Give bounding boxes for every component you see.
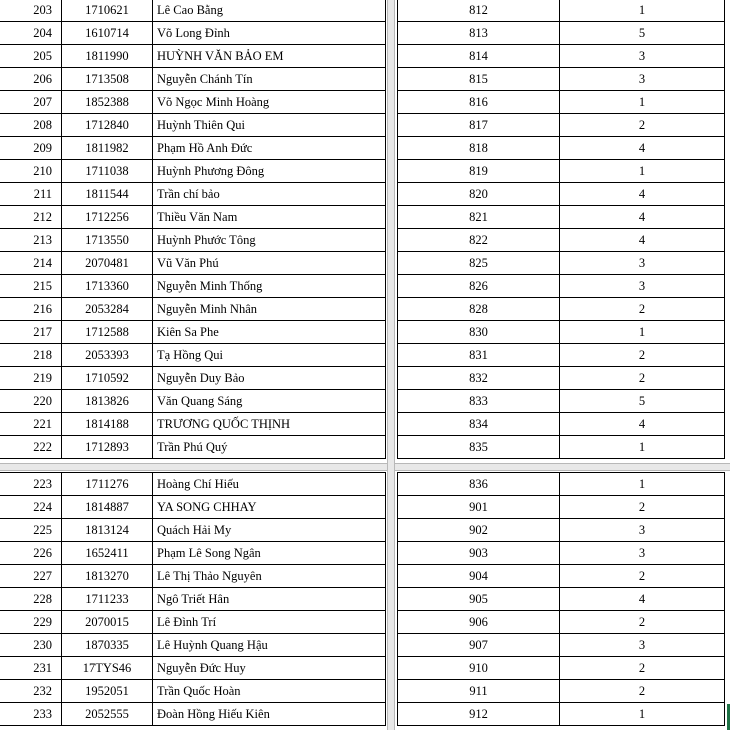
code-cell[interactable]: 907	[398, 634, 560, 657]
student-id-cell[interactable]: 1711276	[62, 473, 153, 496]
student-name-cell[interactable]: Ngô Triết Hân	[153, 588, 386, 611]
table-row	[0, 160, 386, 183]
count-cell[interactable]: 4	[560, 413, 725, 436]
row-number-cell[interactable]: 203	[0, 0, 62, 22]
code-cell[interactable]: 910	[398, 657, 560, 680]
count-cell[interactable]: 2	[560, 611, 725, 634]
table-row	[0, 496, 386, 519]
student-name-cell[interactable]: Trần Quốc Hoàn	[153, 680, 386, 703]
row-number-cell[interactable]: 217	[0, 321, 62, 344]
student-id-cell[interactable]: 1952051	[62, 680, 153, 703]
code-cell[interactable]: 912	[398, 703, 560, 726]
table-row	[398, 611, 725, 634]
student-name-cell[interactable]: Trần chí bảo	[153, 183, 386, 206]
table-row	[0, 183, 386, 206]
table-row	[398, 413, 725, 436]
table-row	[398, 252, 725, 275]
student-name-cell[interactable]: Nguyễn Chánh Tín	[153, 68, 386, 91]
student-id-cell[interactable]: 1811544	[62, 183, 153, 206]
table-row	[0, 680, 386, 703]
student-id-cell[interactable]: 1710592	[62, 367, 153, 390]
code-cell[interactable]: 831	[398, 344, 560, 367]
student-name-cell[interactable]: Phạm Hồ Anh Đức	[153, 137, 386, 160]
count-cell[interactable]: 5	[560, 390, 725, 413]
table-row	[398, 137, 725, 160]
code-cell[interactable]: 833	[398, 390, 560, 413]
student-name-cell[interactable]: Nguyễn Minh Nhân	[153, 298, 386, 321]
code-cell[interactable]: 906	[398, 611, 560, 634]
student-name-cell[interactable]: Văn Quang Sáng	[153, 390, 386, 413]
code-cell[interactable]: 901	[398, 496, 560, 519]
student-name-cell[interactable]: Huỳnh Thiên Qui	[153, 114, 386, 137]
student-name-cell[interactable]: Võ Long Đỉnh	[153, 22, 386, 45]
student-id-cell[interactable]: 1813826	[62, 390, 153, 413]
student-name-cell[interactable]: Kiên Sa Phe	[153, 321, 386, 344]
table-row	[398, 390, 725, 413]
student-name-cell[interactable]: HUỲNH VĂN BẢO EM	[153, 45, 386, 68]
table-row	[398, 519, 725, 542]
table-row	[0, 367, 386, 390]
pane-split-horizontal[interactable]	[0, 463, 730, 471]
table-row	[0, 565, 386, 588]
code-cell[interactable]: 819	[398, 160, 560, 183]
count-cell[interactable]: 1	[560, 160, 725, 183]
count-cell[interactable]: 2	[560, 344, 725, 367]
row-number-cell[interactable]: 210	[0, 160, 62, 183]
row-number-cell[interactable]: 228	[0, 588, 62, 611]
student-id-cell[interactable]: 1813270	[62, 565, 153, 588]
table-row	[0, 634, 386, 657]
table-row	[0, 229, 386, 252]
count-cell[interactable]: 1	[560, 0, 725, 22]
table-row	[0, 703, 386, 726]
table-row	[398, 160, 725, 183]
student-id-cell[interactable]: 1852388	[62, 91, 153, 114]
table-row	[0, 542, 386, 565]
student-id-cell[interactable]: 1712840	[62, 114, 153, 137]
count-cell[interactable]: 4	[560, 206, 725, 229]
student-id-cell[interactable]: 2052555	[62, 703, 153, 726]
row-number-cell[interactable]: 207	[0, 91, 62, 114]
row-number-cell[interactable]: 214	[0, 252, 62, 275]
student-name-cell[interactable]: Huỳnh Phước Tông	[153, 229, 386, 252]
table-row	[398, 183, 725, 206]
count-cell[interactable]: 3	[560, 45, 725, 68]
table-row	[398, 473, 725, 496]
row-number-cell[interactable]: 219	[0, 367, 62, 390]
table-row	[398, 367, 725, 390]
table-row	[0, 588, 386, 611]
table-row	[398, 22, 725, 45]
table-row	[0, 321, 386, 344]
count-cell[interactable]: 4	[560, 137, 725, 160]
row-number-cell[interactable]: 209	[0, 137, 62, 160]
table-row	[0, 137, 386, 160]
student-id-cell[interactable]: 1610714	[62, 22, 153, 45]
table-row	[398, 565, 725, 588]
count-cell[interactable]: 1	[560, 436, 725, 459]
table-row	[398, 344, 725, 367]
code-cell[interactable]: 835	[398, 436, 560, 459]
student-id-cell[interactable]: 1814887	[62, 496, 153, 519]
count-cell[interactable]: 3	[560, 542, 725, 565]
student-name-cell[interactable]: Tạ Hồng Qui	[153, 344, 386, 367]
table-row	[398, 275, 725, 298]
table-row	[0, 519, 386, 542]
row-number-cell[interactable]: 216	[0, 298, 62, 321]
count-cell[interactable]: 3	[560, 634, 725, 657]
row-number-cell[interactable]: 233	[0, 703, 62, 726]
code-cell[interactable]: 828	[398, 298, 560, 321]
code-cell[interactable]: 818	[398, 137, 560, 160]
count-table-right-top	[397, 0, 725, 459]
code-cell[interactable]: 834	[398, 413, 560, 436]
student-name-cell[interactable]: Nguyễn Đức Huy	[153, 657, 386, 680]
student-table-left-top	[0, 0, 386, 459]
row-number-cell[interactable]: 232	[0, 680, 62, 703]
count-cell[interactable]: 2	[560, 565, 725, 588]
row-number-cell[interactable]: 218	[0, 344, 62, 367]
count-cell[interactable]: 1	[560, 703, 725, 726]
table-row	[398, 114, 725, 137]
table-row	[398, 588, 725, 611]
student-name-cell[interactable]: Trần Phú Quý	[153, 436, 386, 459]
student-id-cell[interactable]: 1710621	[62, 0, 153, 22]
table-row	[0, 45, 386, 68]
student-id-cell[interactable]: 2053393	[62, 344, 153, 367]
table-row	[398, 91, 725, 114]
student-name-cell[interactable]: Võ Ngọc Minh Hoàng	[153, 91, 386, 114]
student-id-cell[interactable]: 2070015	[62, 611, 153, 634]
table-row	[398, 657, 725, 680]
student-id-cell[interactable]: 1712893	[62, 436, 153, 459]
table-row	[398, 298, 725, 321]
code-cell[interactable]: 826	[398, 275, 560, 298]
count-cell[interactable]: 1	[560, 321, 725, 344]
table-row	[0, 413, 386, 436]
count-cell[interactable]: 3	[560, 252, 725, 275]
code-cell[interactable]: 822	[398, 229, 560, 252]
student-name-cell[interactable]: Lê Thị Thảo Nguyên	[153, 565, 386, 588]
student-name-cell[interactable]: TRƯƠNG QUỐC THỊNH	[153, 413, 386, 436]
code-cell[interactable]: 813	[398, 22, 560, 45]
student-name-cell[interactable]: Quách Hải My	[153, 519, 386, 542]
table-row	[0, 275, 386, 298]
table-row	[398, 321, 725, 344]
row-number-cell[interactable]: 230	[0, 634, 62, 657]
row-number-cell[interactable]: 225	[0, 519, 62, 542]
code-cell[interactable]: 820	[398, 183, 560, 206]
code-cell[interactable]: 836	[398, 473, 560, 496]
row-number-cell[interactable]: 223	[0, 473, 62, 496]
row-number-cell[interactable]: 213	[0, 229, 62, 252]
code-cell[interactable]: 815	[398, 68, 560, 91]
row-number-cell[interactable]: 226	[0, 542, 62, 565]
student-id-cell[interactable]: 1713550	[62, 229, 153, 252]
student-name-cell[interactable]: Vũ Văn Phú	[153, 252, 386, 275]
student-id-cell[interactable]: 1814188	[62, 413, 153, 436]
table-row	[0, 344, 386, 367]
count-cell[interactable]: 2	[560, 657, 725, 680]
code-cell[interactable]: 905	[398, 588, 560, 611]
table-row	[0, 91, 386, 114]
table-row	[398, 680, 725, 703]
row-number-cell[interactable]: 211	[0, 183, 62, 206]
row-number-cell[interactable]: 212	[0, 206, 62, 229]
count-cell[interactable]: 5	[560, 22, 725, 45]
row-number-cell[interactable]: 208	[0, 114, 62, 137]
student-id-cell[interactable]: 17TYS46	[62, 657, 153, 680]
table-row	[0, 611, 386, 634]
table-row	[398, 496, 725, 519]
student-id-cell[interactable]: 1811982	[62, 137, 153, 160]
student-id-cell[interactable]: 1870335	[62, 634, 153, 657]
student-name-cell[interactable]: Đoàn Hồng Hiếu Kiên	[153, 703, 386, 726]
table-row	[0, 390, 386, 413]
count-cell[interactable]: 2	[560, 496, 725, 519]
table-row	[0, 114, 386, 137]
student-id-cell[interactable]: 2053284	[62, 298, 153, 321]
code-cell[interactable]: 825	[398, 252, 560, 275]
count-cell[interactable]: 2	[560, 680, 725, 703]
student-name-cell[interactable]: Lê Đình Trí	[153, 611, 386, 634]
student-id-cell[interactable]: 1713360	[62, 275, 153, 298]
table-row	[398, 542, 725, 565]
table-row	[398, 68, 725, 91]
count-cell[interactable]: 4	[560, 229, 725, 252]
count-cell[interactable]: 2	[560, 298, 725, 321]
table-row	[0, 68, 386, 91]
student-name-cell[interactable]: Lê Huỳnh Quang Hậu	[153, 634, 386, 657]
code-cell[interactable]: 911	[398, 680, 560, 703]
row-number-cell[interactable]: 221	[0, 413, 62, 436]
code-cell[interactable]: 903	[398, 542, 560, 565]
table-row	[0, 0, 386, 22]
table-row	[0, 22, 386, 45]
student-name-cell[interactable]: YA SONG CHHAY	[153, 496, 386, 519]
count-cell[interactable]: 3	[560, 68, 725, 91]
student-id-cell[interactable]: 1711233	[62, 588, 153, 611]
row-number-cell[interactable]: 220	[0, 390, 62, 413]
code-cell[interactable]: 830	[398, 321, 560, 344]
student-name-cell[interactable]: Phạm Lê Song Ngân	[153, 542, 386, 565]
student-id-cell[interactable]: 1711038	[62, 160, 153, 183]
row-number-cell[interactable]: 224	[0, 496, 62, 519]
row-number-cell[interactable]: 205	[0, 45, 62, 68]
row-number-cell[interactable]: 206	[0, 68, 62, 91]
code-cell[interactable]: 832	[398, 367, 560, 390]
student-id-cell[interactable]: 1652411	[62, 542, 153, 565]
row-number-cell[interactable]: 204	[0, 22, 62, 45]
count-cell[interactable]: 1	[560, 473, 725, 496]
table-row	[398, 0, 725, 22]
count-cell[interactable]: 1	[560, 91, 725, 114]
count-cell[interactable]: 3	[560, 519, 725, 542]
student-name-cell[interactable]: Nguyễn Duy Bảo	[153, 367, 386, 390]
code-cell[interactable]: 814	[398, 45, 560, 68]
code-cell[interactable]: 816	[398, 91, 560, 114]
student-name-cell[interactable]: Nguyễn Minh Thống	[153, 275, 386, 298]
table-row	[0, 473, 386, 496]
count-cell[interactable]: 3	[560, 275, 725, 298]
count-cell[interactable]: 4	[560, 588, 725, 611]
code-cell[interactable]: 817	[398, 114, 560, 137]
student-id-cell[interactable]: 1811990	[62, 45, 153, 68]
code-cell[interactable]: 812	[398, 0, 560, 22]
table-row	[398, 45, 725, 68]
table-row	[398, 229, 725, 252]
count-cell[interactable]: 2	[560, 367, 725, 390]
row-number-cell[interactable]: 227	[0, 565, 62, 588]
pane-split-vertical[interactable]	[387, 0, 395, 730]
student-name-cell[interactable]: Lê Cao Bằng	[153, 0, 386, 22]
table-row	[398, 634, 725, 657]
row-number-cell[interactable]: 222	[0, 436, 62, 459]
student-name-cell[interactable]: Huỳnh Phương Đông	[153, 160, 386, 183]
table-row	[0, 436, 386, 459]
table-row	[0, 206, 386, 229]
student-table-left-bottom	[0, 472, 386, 726]
row-number-cell[interactable]: 231	[0, 657, 62, 680]
student-id-cell[interactable]: 1712256	[62, 206, 153, 229]
row-number-cell[interactable]: 215	[0, 275, 62, 298]
student-id-cell[interactable]: 1713508	[62, 68, 153, 91]
student-id-cell[interactable]: 1813124	[62, 519, 153, 542]
code-cell[interactable]: 821	[398, 206, 560, 229]
table-row	[0, 298, 386, 321]
student-id-cell[interactable]: 1712588	[62, 321, 153, 344]
count-cell[interactable]: 2	[560, 114, 725, 137]
table-row	[398, 436, 725, 459]
table-row	[0, 252, 386, 275]
student-name-cell[interactable]: Thiều Văn Nam	[153, 206, 386, 229]
student-id-cell[interactable]: 2070481	[62, 252, 153, 275]
table-row	[398, 206, 725, 229]
count-cell[interactable]: 4	[560, 183, 725, 206]
student-name-cell[interactable]: Hoàng Chí Hiếu	[153, 473, 386, 496]
code-cell[interactable]: 904	[398, 565, 560, 588]
table-row	[398, 703, 725, 726]
count-table-right-bottom	[397, 472, 725, 726]
code-cell[interactable]: 902	[398, 519, 560, 542]
row-number-cell[interactable]: 229	[0, 611, 62, 634]
table-row	[0, 657, 386, 680]
